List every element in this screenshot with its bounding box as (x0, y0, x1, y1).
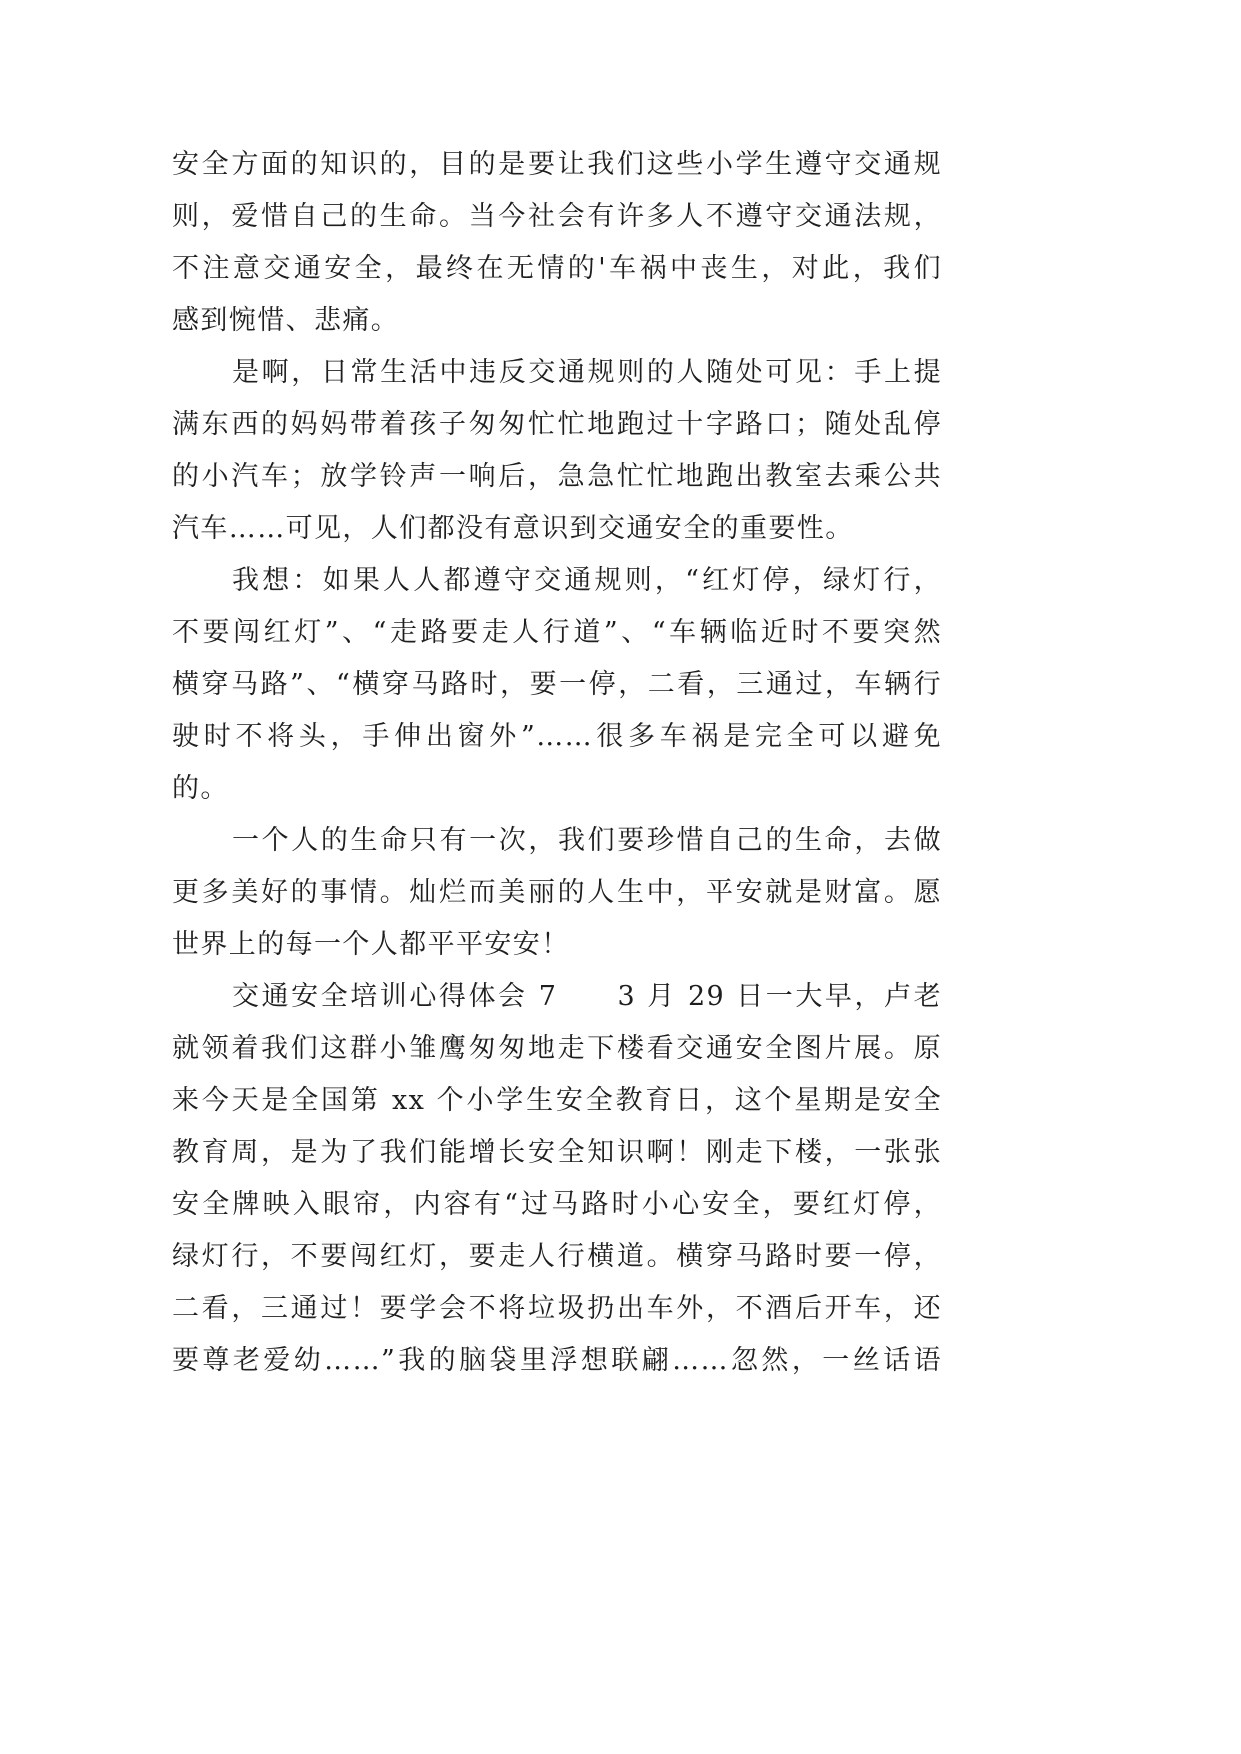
document-body (172, 139, 942, 1387)
text-line: 驶时不将头，手伸出窗外”……很多车祸是完全可以避免 (172, 721, 942, 752)
text-line: 的小汽车；放学铃声一响后，急急忙忙地跑出教室去乘公共 (172, 461, 942, 492)
text-line: 世界上的每一个人都平平安安！ (172, 929, 570, 960)
text-line: 不要闯红灯”、“走路要走人行道”、“车辆临近时不要突然 (172, 617, 942, 648)
text-line: 更多美好的事情。灿烂而美丽的人生中，平安就是财富。愿 (172, 877, 942, 908)
paragraph-first-line: 是啊，日常生活中违反交通规则的人随处可见：手上提 (232, 357, 942, 388)
section-heading-line: 交通安全培训心得体会 7 3 月 29 日一大早，卢老 (232, 981, 942, 1012)
text-line: 横穿马路”、“横穿马路时，要一停，二看，三通过，车辆行 (172, 669, 942, 700)
text-line: 汽车……可见，人们都没有意识到交通安全的重要性。 (172, 513, 854, 544)
text-line: 满东西的妈妈带着孩子匆匆忙忙地跑过十字路口；随处乱停 (172, 409, 942, 440)
text-line: 就领着我们这群小雏鹰匆匆地走下楼看交通安全图片展。原 (172, 1033, 942, 1064)
text-line: 不注意交通安全，最终在无情的'车祸中丧生，对此，我们 (172, 253, 942, 284)
text-line: 教育周，是为了我们能增长安全知识啊！刚走下楼，一张张 (172, 1137, 942, 1168)
text-line: 安全牌映入眼帘，内容有“过马路时小心安全，要红灯停， (172, 1189, 942, 1220)
text-line: 则，爱惜自己的生命。当今社会有许多人不遵守交通法规， (172, 201, 942, 232)
text-line: 的。 (172, 773, 229, 804)
text-line: 感到惋惜、悲痛。 (172, 305, 400, 336)
paragraph-first-line: 一个人的生命只有一次，我们要珍惜自己的生命，去做 (232, 825, 942, 856)
text-line: 二看，三通过！要学会不将垃圾扔出车外，不酒后开车，还 (172, 1293, 942, 1324)
text-line: 安全方面的知识的，目的是要让我们这些小学生遵守交通规 (172, 149, 942, 180)
text-line: 绿灯行，不要闯红灯，要走人行横道。横穿马路时要一停， (172, 1241, 942, 1272)
text-line: 要尊老爱幼……”我的脑袋里浮想联翩……忽然，一丝话语 (172, 1345, 942, 1376)
paragraph-first-line: 我想：如果人人都遵守交通规则，“红灯停，绿灯行， (232, 565, 942, 596)
text-line: 来今天是全国第 xx 个小学生安全教育日，这个星期是安全 (172, 1085, 942, 1116)
